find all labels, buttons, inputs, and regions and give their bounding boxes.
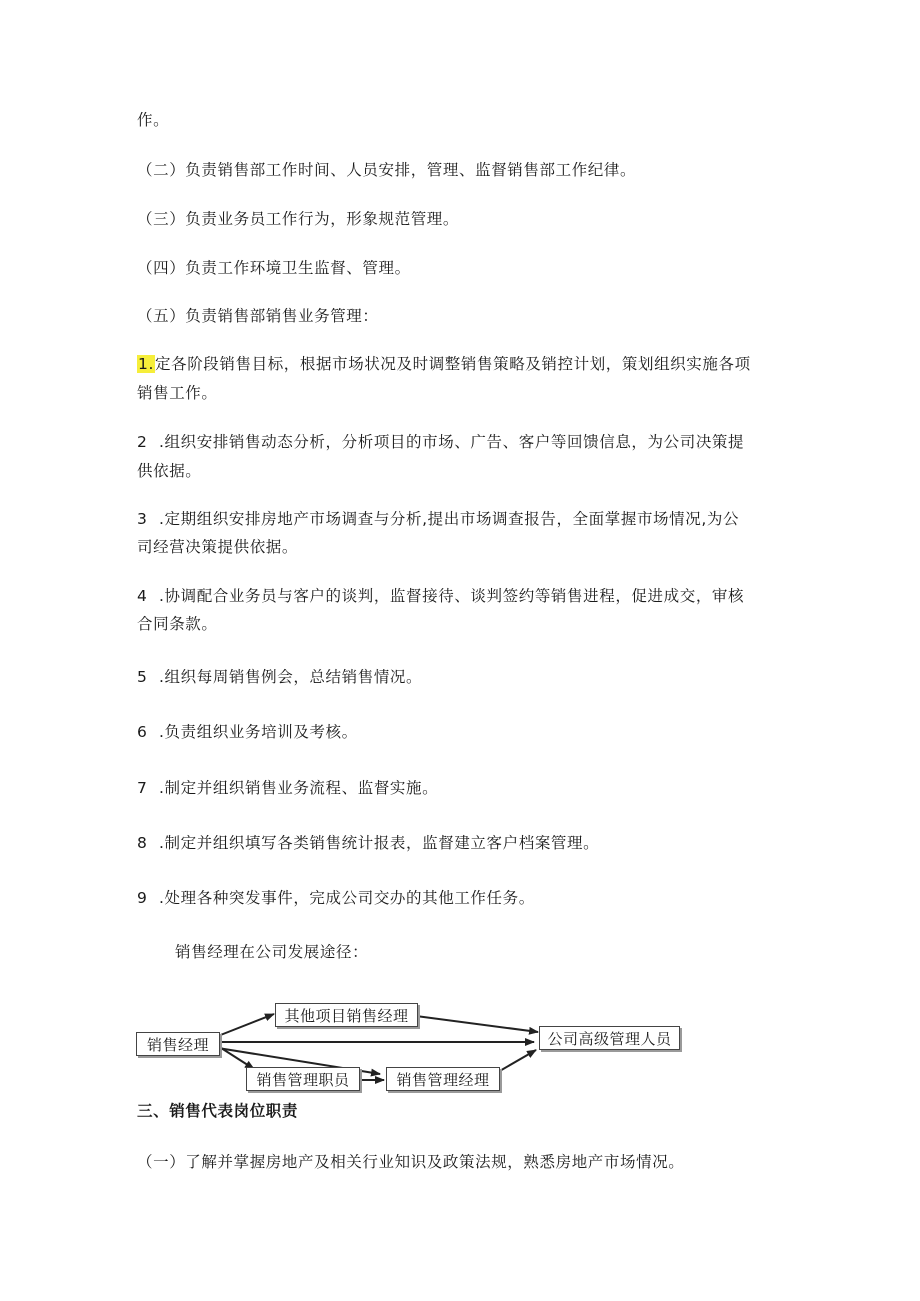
item-number: 5 xyxy=(137,668,148,686)
text-line: 销售工作。 xyxy=(137,384,218,402)
item-number: 2 xyxy=(137,433,148,451)
box-mgmt-staff: 销售管理职员 xyxy=(246,1067,360,1091)
text-line: （五）负责销售部销售业务管理： xyxy=(137,307,379,325)
item-text: .组织每周销售例会，总结销售情况。 xyxy=(159,668,423,686)
item-number: 4 xyxy=(137,587,148,605)
item-text: .定期组织安排房地产市场调查与分析,提出市场调查报告，全面掌握市场情况,为公 xyxy=(159,510,740,528)
item-number: 1. xyxy=(138,355,154,373)
item-number: 8 xyxy=(137,834,148,852)
box-mgmt-manager: 销售管理经理 xyxy=(386,1067,500,1091)
section-heading: 三、销售代表岗位职责 xyxy=(137,1102,299,1120)
text-line: 供依据。 xyxy=(137,462,202,480)
item-number: 3 xyxy=(137,510,148,528)
item-text: .制定并组织填写各类销售统计报表，监督建立客户档案管理。 xyxy=(159,834,600,852)
item-number: 7 xyxy=(137,779,148,797)
arrow-other-to-senior xyxy=(416,1016,538,1032)
item-text: 定各阶段销售目标，根据市场状况及时调整销售策略及销控计划，策划组织实施各项 xyxy=(155,355,751,373)
item-text: .负责组织业务培训及考核。 xyxy=(159,723,358,741)
box-senior-management: 公司高级管理人员 xyxy=(539,1026,680,1050)
arrow-sales-to-other xyxy=(218,1014,274,1036)
text-line: 作。 xyxy=(137,111,170,129)
arrow-mgmt-to-senior xyxy=(498,1050,536,1072)
path-intro: 销售经理在公司发展途径： xyxy=(175,943,369,961)
text-line: （三）负责业务员工作行为，形象规范管理。 xyxy=(137,210,460,228)
box-sales-manager: 销售经理 xyxy=(136,1032,220,1056)
text-line: 司经营决策提供依据。 xyxy=(137,538,299,556)
text-line: 合同条款。 xyxy=(137,615,218,633)
box-other-project-manager: 其他项目销售经理 xyxy=(275,1003,418,1027)
item-text: .组织安排销售动态分析，分析项目的市场、广告、客户等回馈信息，为公司决策提 xyxy=(159,433,745,451)
item-number: 9 xyxy=(137,889,148,907)
item-text: .处理各种突发事件，完成公司交办的其他工作任务。 xyxy=(159,889,535,907)
item-text: .制定并组织销售业务流程、监督实施。 xyxy=(159,779,439,797)
item-text: .协调配合业务员与客户的谈判，监督接待、谈判签约等销售进程，促进成交，审核 xyxy=(159,587,745,605)
text-line: （一）了解并掌握房地产及相关行业知识及政策法规，熟悉房地产市场情况。 xyxy=(137,1153,685,1171)
text-line: （二）负责销售部工作时间、人员安排，管理、监督销售部工作纪律。 xyxy=(137,161,637,179)
text-line: （四）负责工作环境卫生监督、管理。 xyxy=(137,259,411,277)
item-number: 6 xyxy=(137,723,148,741)
